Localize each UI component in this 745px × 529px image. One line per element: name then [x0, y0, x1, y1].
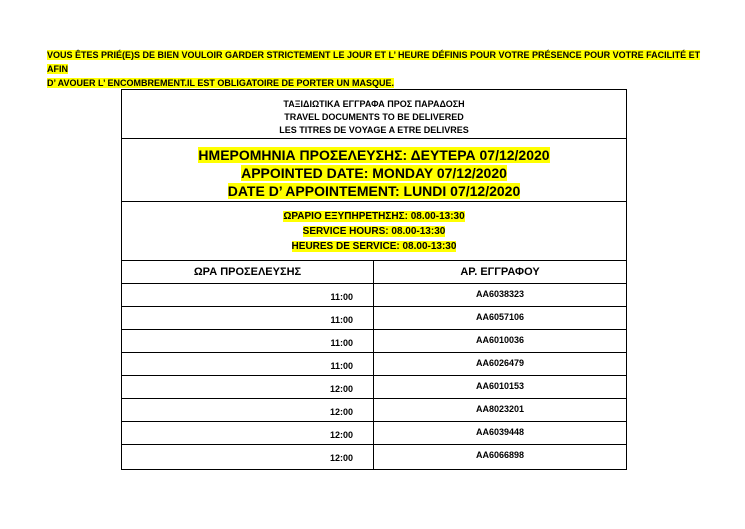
arrival-time-cell: 12:00	[122, 445, 374, 469]
document-number-cell: AA6010153	[475, 381, 525, 391]
table-row	[122, 307, 626, 330]
hours-english: SERVICE HOURS: 08.00-13:30	[302, 226, 446, 237]
hours-greek: ΩΡΑΡΙΟ ΕΞΥΠΗΡΕΤΗΣΗΣ: 08.00-13:30	[283, 211, 465, 222]
hours-french: HEURES DE SERVICE: 08.00-13:30	[291, 241, 457, 252]
document-number-cell: AA8023201	[475, 404, 525, 414]
table-row	[122, 422, 626, 445]
arrival-time-cell: 12:00	[122, 422, 374, 444]
appointment-french: DATE D’ APPOINTEMENT: LUNDI 07/12/2020	[227, 183, 521, 199]
documents-table	[121, 89, 627, 470]
notice-line-1: VOUS ÊTES PRIÉ(E)S DE BIEN VOULOIR GARDER STRICTEMENT LE JOUR ET L’ HEURE DÉFINIS POUR VOTRE PRÉSENCE POUR VOTRE FACILITÉ ET AFIN	[47, 50, 701, 74]
table-row	[122, 399, 626, 422]
arrival-time-cell: 11:00	[122, 307, 374, 329]
header-arrival-time: ΩΡΑ ΠΡΟΣΕΛΕΥΣΗΣ	[122, 261, 374, 283]
arrival-time-cell: 11:00	[122, 353, 374, 375]
document-number-cell: AA6026479	[475, 358, 525, 368]
table-header-row	[122, 261, 626, 284]
document-number-cell: AA6038323	[475, 289, 525, 299]
table-row	[122, 330, 626, 353]
arrival-time-cell: 12:00	[122, 399, 374, 421]
document-number-cell: AA6066898	[475, 450, 525, 460]
table-row	[122, 284, 626, 307]
arrival-time-cell: 11:00	[122, 284, 374, 306]
notice-text	[47, 48, 707, 90]
header-document-number: ΑΡ. ΕΓΓΡΑΦΟΥ	[460, 266, 540, 278]
table-body	[122, 261, 626, 469]
title-french: LES TITRES DE VOYAGE A ETRE DELIVRES	[279, 125, 469, 135]
title-greek: ΤΑΞΙΔΙΩΤΙΚΑ ΕΓΓΡΑΦΑ ΠΡΟΣ ΠΑΡΑΔΟΣΗ	[283, 99, 465, 109]
title-english: TRAVEL DOCUMENTS TO BE DELIVERED	[284, 112, 464, 122]
document-number-cell: AA6057106	[475, 312, 525, 322]
arrival-time-cell: 11:00	[122, 330, 374, 352]
table-row	[122, 376, 626, 399]
appointment-greek: ΗΜΕΡΟΜΗΝΙΑ ΠΡΟΣΕΛΕΥΣΗΣ: ΔΕΥΤΕΡΑ 07/12/2020	[198, 147, 550, 163]
table-row	[122, 445, 626, 469]
title-section	[122, 90, 626, 139]
document-number-cell: AA6010036	[475, 335, 525, 345]
appointment-english: APPOINTED DATE: MONDAY 07/12/2020	[241, 165, 507, 181]
hours-section	[122, 202, 626, 261]
table-row	[122, 353, 626, 376]
arrival-time-cell: 12:00	[122, 376, 374, 398]
notice-line-2: D’ AVOUER L’ ENCOMBREMENT.IL EST OBLIGATOIRE DE PORTER UN MASQUE.	[47, 78, 395, 88]
appointment-section	[122, 139, 626, 202]
document-number-cell: AA6039448	[475, 427, 525, 437]
